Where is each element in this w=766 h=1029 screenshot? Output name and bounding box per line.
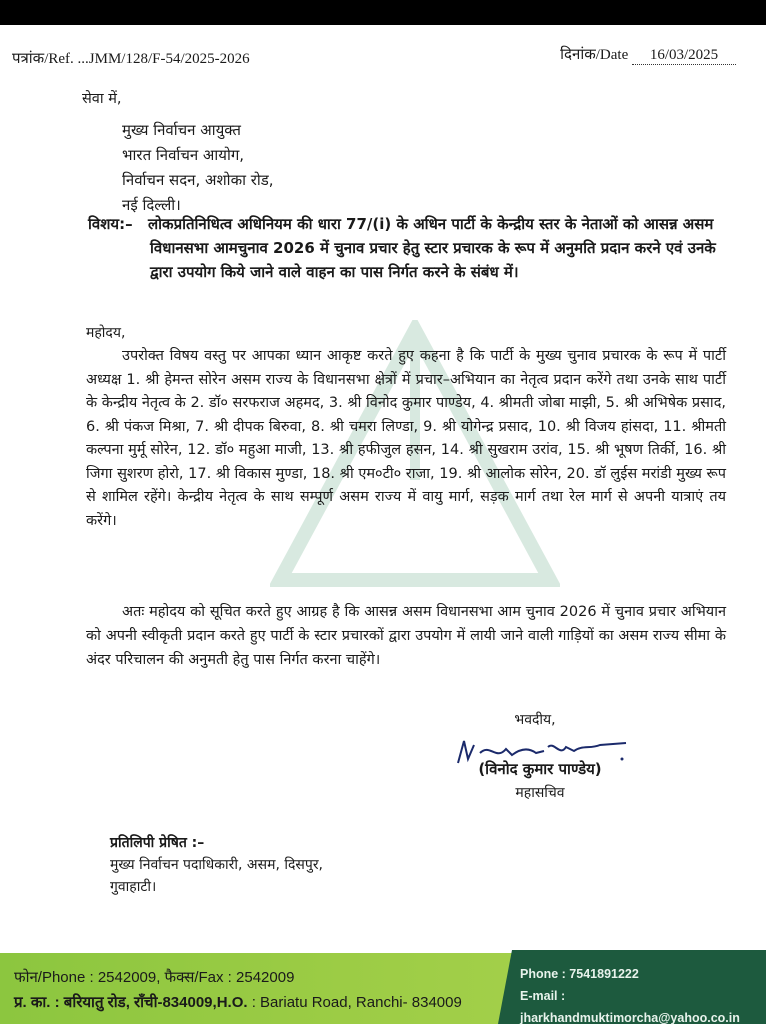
- copy-to-line: गुवाहाटी।: [110, 879, 157, 895]
- closing: भवदीय,: [514, 712, 556, 728]
- ho-label: H.O.: [216, 994, 248, 1011]
- subject-text: लोकप्रतिनिधित्व अधिनियम की धारा 77/(i) के अधिन पार्टी के केन्द्रीय स्तर के नेताओं को आसन्न असम विधानसभा आमचुनाव 2026 में चुनाव प्रचार हेतु स्टार प्रचारक के रूप में अनुमति प्रदान करने एवं उनके द्वारा उपयोग किये जाने वाले वाहन का पास निर्गत करने के संबंध में।: [148, 215, 716, 281]
- copy-to-heading: प्रतिलिपी प्रेषित :–: [110, 835, 205, 851]
- date-value: 16/03/2025: [632, 47, 736, 65]
- greeting: महोदय,: [86, 325, 126, 341]
- top-black-bar: [0, 0, 766, 25]
- addressee-line: नई दिल्ली।: [122, 196, 181, 214]
- date-label: दिनांक/Date: [560, 47, 629, 63]
- copy-to-line: मुख्य निर्वाचन पदाधिकारी, असम, दिसपुर,: [110, 857, 324, 873]
- addressee-line: निर्वाचन सदन, अशोका रोड,: [122, 171, 274, 189]
- subject-block: [88, 212, 728, 284]
- body-paragraph-1: [86, 345, 726, 533]
- phone-fax: फोन/Phone : 2542009, फैक्स/Fax : 2542009: [14, 969, 295, 986]
- copy-to-block: [110, 832, 323, 898]
- office-address-english: : Bariatu Road, Ranchi- 834009: [247, 994, 462, 1011]
- addressee-line: मुख्य निर्वाचन आयुक्त: [122, 121, 241, 139]
- ref-value: JMM/128/F-54/2025-2026: [88, 51, 250, 67]
- office-address: [14, 990, 462, 1015]
- signature-block: [440, 710, 640, 802]
- mobile-number: Phone : 7541891222: [520, 967, 639, 981]
- footer-contact-left: [14, 965, 462, 1015]
- letterhead-footer: [0, 953, 766, 1024]
- subject-label: विशय:–: [88, 215, 133, 233]
- date-field: [560, 44, 736, 65]
- signatory-name: (विनोद कुमार पाण्डेय): [478, 760, 602, 778]
- reference-number: पत्रांक/Ref. ...JMM/128/F-54/2025-2026: [12, 51, 250, 67]
- addressee-line: भारत निर्वाचन आयोग,: [122, 146, 245, 164]
- office-address-hindi: प्र. का. : बरियातु रोड, राँची-834009,: [14, 994, 217, 1011]
- body-paragraph-2: [86, 600, 726, 672]
- footer-contact-right: [520, 963, 766, 1029]
- paragraph-text: उपरोक्त विषय वस्तु पर आपका ध्यान आकृष्ट करते हुए कहना है कि पार्टी के मुख्य चुनाव प्रचारक के रूप में पार्टी अध्यक्ष 1. श्री हेमन्त सोरेन असम राज्य के विधानसभा क्षेत्रों में प्रचार–अभियान का नेतृत्व प्रदान करेंगे तथा उनके साथ पार्टी के केन्द्रीय नेतृत्व के 2. डॉ० सरफराज अहमद, 3. श्री विनोद कुमार पाण्डेय, 4. श्रीमती जोबा माझी, 5. श्री अभिषेक प्रसाद, 6. श्री पंकज मिश्रा, 7. श्री दीपक बिरुवा, 8. श्री चमरा लिण्डा, 9. श्री योगेन्द्र प्रसाद, 10. श्री विजय हांसदा, 11. श्रीमती कल्पना मुर्मू सोरेन, 12. डॉ० महुआ माजी, 13. श्री हफीजुल हसन, 14. श्री सुखराम उरांव, 15. श्री भूषण तिर्की, 16. श्री जिगा सुशरण होरो, 17. श्री विकास मुण्डा, 18. श्री एम०टी० राजा, 19. श्री आलोक सोरेन, 20. डॉ लुईस मरांडी मुख्य रूप से शामिल रहेंगे। केन्द्रीय नेतृत्व के साथ सम्पूर्ण असम राज्य में वायु मार्ग, सड़क मार्ग तथा रेल मार्ग से अपनी यात्राएं तय करेंगे।: [86, 348, 726, 529]
- email-address: E-mail : jharkhandmuktimorcha@yahoo.co.in: [520, 989, 740, 1025]
- paragraph-text: अतः महोदय को सूचित करते हुए आग्रह है कि आसन्न असम विधानसभा आम चुनाव 2026 में चुनाव प्रचार अभियान को अपनी स्वीकृती प्रदान करते हुए पार्टी के स्टार प्रचारकों द्वारा उपयोग में लायी जाने वाली गाड़ियों का असम राज्य सीमा के अंदर परिचालन की अनुमती हेतु पास निर्गत करना चाहेंगे।: [86, 604, 726, 668]
- reference-row: [12, 44, 736, 70]
- ref-label: पत्रांक/Ref.: [12, 51, 74, 67]
- salutation-to: सेवा में,: [82, 91, 122, 107]
- addressee-block: [122, 118, 274, 218]
- signatory-designation: महासचिव: [515, 785, 565, 801]
